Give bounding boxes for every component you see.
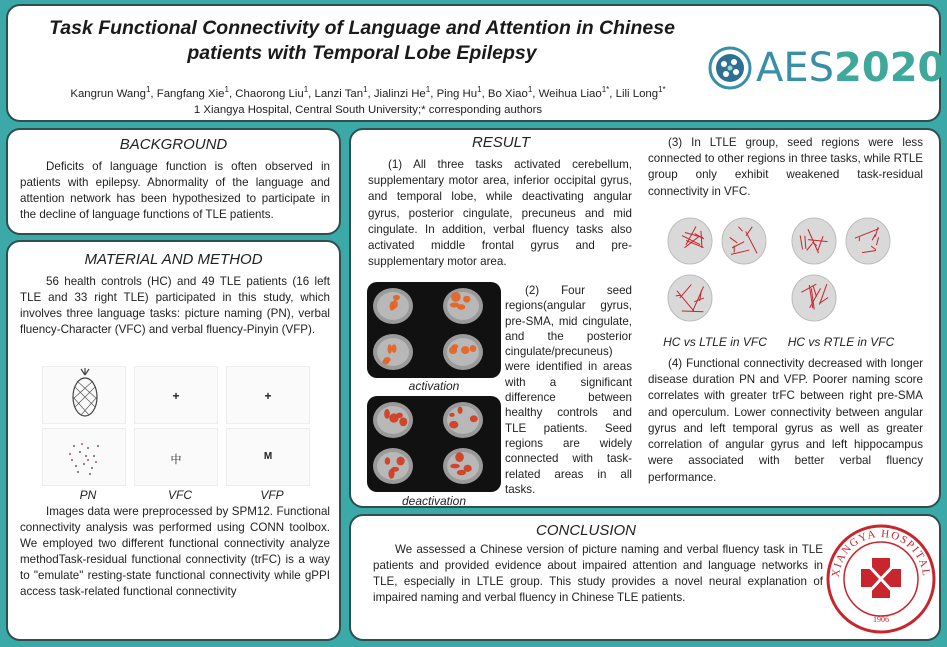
activation-brain-image [367,282,501,378]
author-affiliation-mark: 1 [224,85,229,94]
vfp-letter: M [263,451,273,462]
header-panel [6,4,946,122]
background-panel [6,128,341,235]
author-list: Kangrun Wang$^1$, Fangfang Xie$^1$, Chaorong Liu$^1$, Lanzi Tan$^1$, Jialinzi He$^1$, Ping Hu$^1$, Bo Xiao$^1$, Weihua Liao$^{1*}$, Lili Long$^{1*}$ [70,85,666,100]
activation-blob [387,344,391,354]
activation-blob [449,421,458,429]
activation-blob [392,344,397,353]
brain-outline [668,275,712,321]
xiangya-hospital-seal [825,522,937,636]
brain-outline [722,218,766,264]
author-name: Bo Xiao [487,87,528,100]
hc-vs-rtle-label: HC vs RTLE in VFC [787,335,895,349]
method-panel [6,240,341,641]
author-affiliation-mark: 1 [145,85,151,94]
vfc-character-card [134,428,218,486]
vfc-fixation-cross: + [172,389,180,403]
activation-blob [388,469,394,479]
deactivation-brain-maps [367,396,501,492]
poster-title [32,16,692,67]
vfc-label: VFC [168,488,192,502]
ltle-connectivity-brain-image [664,214,770,326]
aes-logo [708,36,946,100]
author-block [28,84,708,119]
activation-blob [393,295,400,300]
deactivation-label: deactivation [401,494,467,508]
result-paragraph-3: (3) In LTLE group, seed regions were less connected to other regions in three tasks, while RTLE group only exhibit weakened task-residual connectivity in VFC. [648,136,923,198]
activation-blob [449,346,457,354]
activation-blob [384,409,390,419]
affiliation: 1 Xiangya Hospital, Central South University;* corresponding authors [193,104,543,117]
activation-blob [385,457,391,464]
xiangya-seal-icon [825,522,937,636]
title-line-2: patients with Temporal Lobe Epilepsy [187,42,537,65]
author-name: Lanzi Tan [314,87,364,100]
pn-stimulus-image [42,366,126,424]
activation-blob [449,413,454,417]
background-heading: BACKGROUND [119,136,228,153]
aes-logo-word: AES [756,45,835,91]
author-affiliation-mark: 1* [601,85,610,94]
scrambled-dots-icon [43,429,127,487]
author-affiliation-mark: 1 [477,85,482,94]
activation-blob [457,304,465,310]
author-affiliation-mark: 1 [425,85,431,94]
activation-blob [458,407,463,414]
activation-blob [396,457,404,466]
vfp-label: VFP [260,488,284,502]
author-affiliation-mark: 1 [303,85,309,94]
activation-label: activation [408,379,460,393]
task-stimuli-figure [42,366,310,498]
activation-blob [455,452,464,462]
method-analysis-text: Images data were preprocessed by SPM12. Functional connectivity analysis was performed using CONN toolbox. We employed two different functional connectivity analyze methodTask-residual functional connectivity (trFC) is a way to "emulate" resting-state functional connectivity while gPPI access task-related functional connectivity [20,505,330,598]
conclusion-panel [349,514,941,641]
activation-blob [470,415,478,422]
author-affiliation-mark: 1 [363,85,368,94]
background-text: Deficits of language function is often observed in patients with epilepsy. Abnormality of the language and attention network has been hypothesized to participate in the decline of language functions of TLE patients. [20,160,330,221]
result-panel [349,128,941,508]
deactivation-brain-image [367,396,501,492]
vfp-fixation-card [226,366,310,424]
result-paragraph-2: (2) Four seed regions(angular gyrus, pre-SMA, mid cingulate, and the posterior cingulate/precuneus) were identified in areas with a significant difference between healthy controls and TLE patients. Seed regions are widely connected with task-related areas in all tasks. [505,284,632,496]
author-affiliation-mark: 1* [658,85,666,94]
author-name: Kangrun Wang [70,87,146,100]
result-paragraph-4: (4) Functional connectivity decreased with longer disease duration PN and VFP. Poorer naming score correlates with greater trFC between right pre-SMA and operculum. Lower connectivity between angular gyrus and left temporal gyrus as well as greater correlation of angular gyrus and left hippocampus were associated with better verbal fluency performance. [648,357,923,484]
author-name: Fangfang Xie [156,87,225,100]
activation-blob [399,417,407,426]
activation-blob [457,470,466,475]
method-heading: MATERIAL AND METHOD [84,251,263,268]
connectivity-edge [676,295,681,296]
activation-blob [470,345,477,352]
hc-vs-ltle-label: HC vs LTLE in VFC [663,335,767,349]
hc-vs-rtle-figure [788,214,894,326]
vfc-fixation-card [134,366,218,424]
author-name: Ping Hu [436,87,478,100]
aes-logo-icon [708,46,752,90]
activation-blob [463,296,470,303]
svg-text:XIANGYA HOSPITAL: XIANGYA HOSPITAL [829,527,933,578]
method-intro-text: 56 health controls (HC) and 49 TLE patients (16 left TLE and 33 right TLE) participated in this study, which involves three language tasks: picture naming (PN), verbal fluency-Character (VFC) and verbal fluency-Pinyin (VFP). [20,275,330,336]
author-affiliation-mark: 1 [527,85,533,94]
result-heading: RESULT [471,134,531,151]
title-line-1: Task Functional Connectivity of Language and Attention in Chinese [49,17,675,39]
vfp-fixation-cross: + [264,389,272,403]
brain-outline [846,218,890,264]
activation-blob [389,413,398,422]
hc-vs-ltle-figure [664,214,770,326]
activation-blob [450,464,459,469]
aes-logo-text [756,45,945,91]
brain-outline [792,218,836,264]
conclusion-text: We assessed a Chinese version of picture naming and verbal fluency task in TLE patients and provided evidence about impaired attention and language networks in TLE, especially in LTLE group. This study provides a novel neural explanation of impaired naming and verbal fluency in Chinese TLE patients. [373,543,823,604]
brain-outline [792,275,836,321]
activation-brain-maps [367,282,501,378]
activation-blob [384,357,391,362]
svg-text:1906: 1906 [873,615,889,624]
vfc-character: 中 [170,453,182,466]
result-paragraph-1: (1) All three tasks activated cerebellum, supplementary motor area, inferior occipital gyrus, and temporal lobe, while deactivating angular gyrus, posterior cingulate, precuneus and mid cingulate. In addition, verbal fluency tasks also activated middle frontal gyrus and pre-supplementary motor area. [368,158,632,269]
activation-blob [461,346,470,354]
author-name: Chaorong Liu [235,87,304,100]
author-name: Lili Long [615,87,659,100]
pn-label: PN [79,488,97,502]
author-name: Jialinzi He [373,87,426,100]
rtle-connectivity-brain-image [788,214,894,326]
aes-logo-year: 2020 [834,45,946,91]
activation-blob [451,292,461,302]
vfp-letter-card [226,428,310,486]
pn-scrambled-image [42,428,126,486]
author-name: Weihua Liao [538,87,602,100]
pineapple-icon [43,367,127,425]
conclusion-heading: CONCLUSION [535,522,636,539]
activation-blob [392,300,398,309]
brain-outline [668,218,712,264]
